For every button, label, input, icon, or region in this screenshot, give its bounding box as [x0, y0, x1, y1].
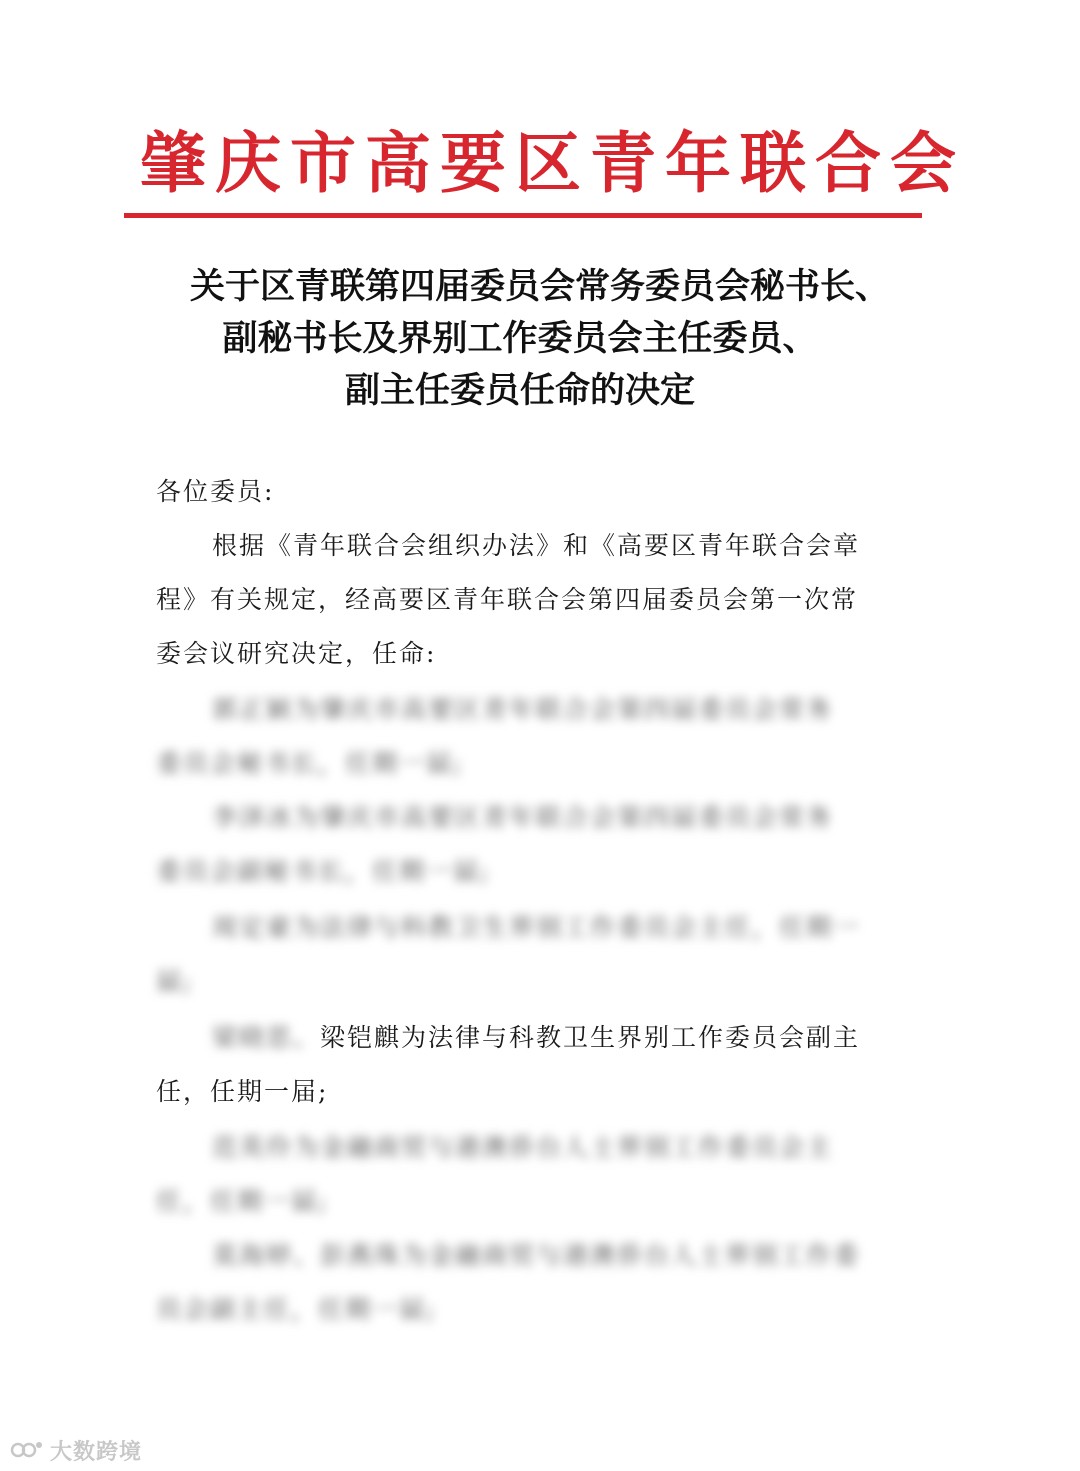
appointment-6-line-2: 员会副主任，任期一届;: [156, 1295, 437, 1324]
document-title-line-1: 关于区青联第四届委员会常务委员会秘书长、: [189, 266, 890, 307]
appointment-5-line-1: 范英伶为金融商贸与港澳侨台人士界别工作委员会主: [212, 1133, 834, 1162]
intro-line-1: 根据《青年联合会组织办法》和《高要区青年联合会章: [212, 531, 861, 560]
dashuju-logo-icon: [10, 1439, 44, 1461]
salutation: 各位委员:: [156, 477, 275, 506]
watermark-text: 大数跨境: [50, 1439, 143, 1465]
appointment-4-blurred-name: 梁晓思、: [212, 1023, 321, 1052]
appointment-5-line-2: 任，任期一届;: [156, 1187, 329, 1216]
appointment-6-line-1: 莫海婷、彭燕珠为金融商贸与港澳侨台人士界别工作委: [212, 1241, 861, 1270]
appointment-2-line-1: 李泽冰为肇庆市高要区青年联合会第四届委员会常务: [212, 803, 834, 832]
intro-line-3: 委会议研究决定，任命:: [156, 639, 437, 668]
appointment-1-line-1: 郭正颖为肇庆市高要区青年联合会第四届委员会常务: [212, 695, 834, 724]
appointment-4-line-2: 任，任期一届;: [156, 1077, 329, 1106]
appointment-3-line-2: 届;: [156, 967, 194, 996]
appointment-3-line-1: 周定豪为法律与科教卫生界别工作委员会主任，任期一: [212, 913, 861, 942]
masthead-red-rule: [124, 213, 922, 218]
document-title-line-2: 副秘书长及界别工作委员会主任委员、: [222, 318, 818, 359]
appointment-2-line-2: 委员会副秘书长，任期一届;: [156, 857, 491, 886]
intro-line-2: 程》有关规定，经高要区青年联合会第四届委员会第一次常: [156, 585, 859, 614]
document-title-line-3: 副主任委员任命的决定: [344, 370, 695, 411]
masthead-organization-name: 肇庆市高要区青年联合会: [140, 124, 965, 202]
appointment-4-line-1: [212, 1020, 942, 1056]
watermark: [10, 1433, 142, 1467]
appointment-4-visible-text: 梁铠麒为法律与科教卫生界别工作委员会副主: [320, 1023, 861, 1052]
appointment-1-line-2: 委员会秘书长，任期一届;: [156, 749, 464, 778]
